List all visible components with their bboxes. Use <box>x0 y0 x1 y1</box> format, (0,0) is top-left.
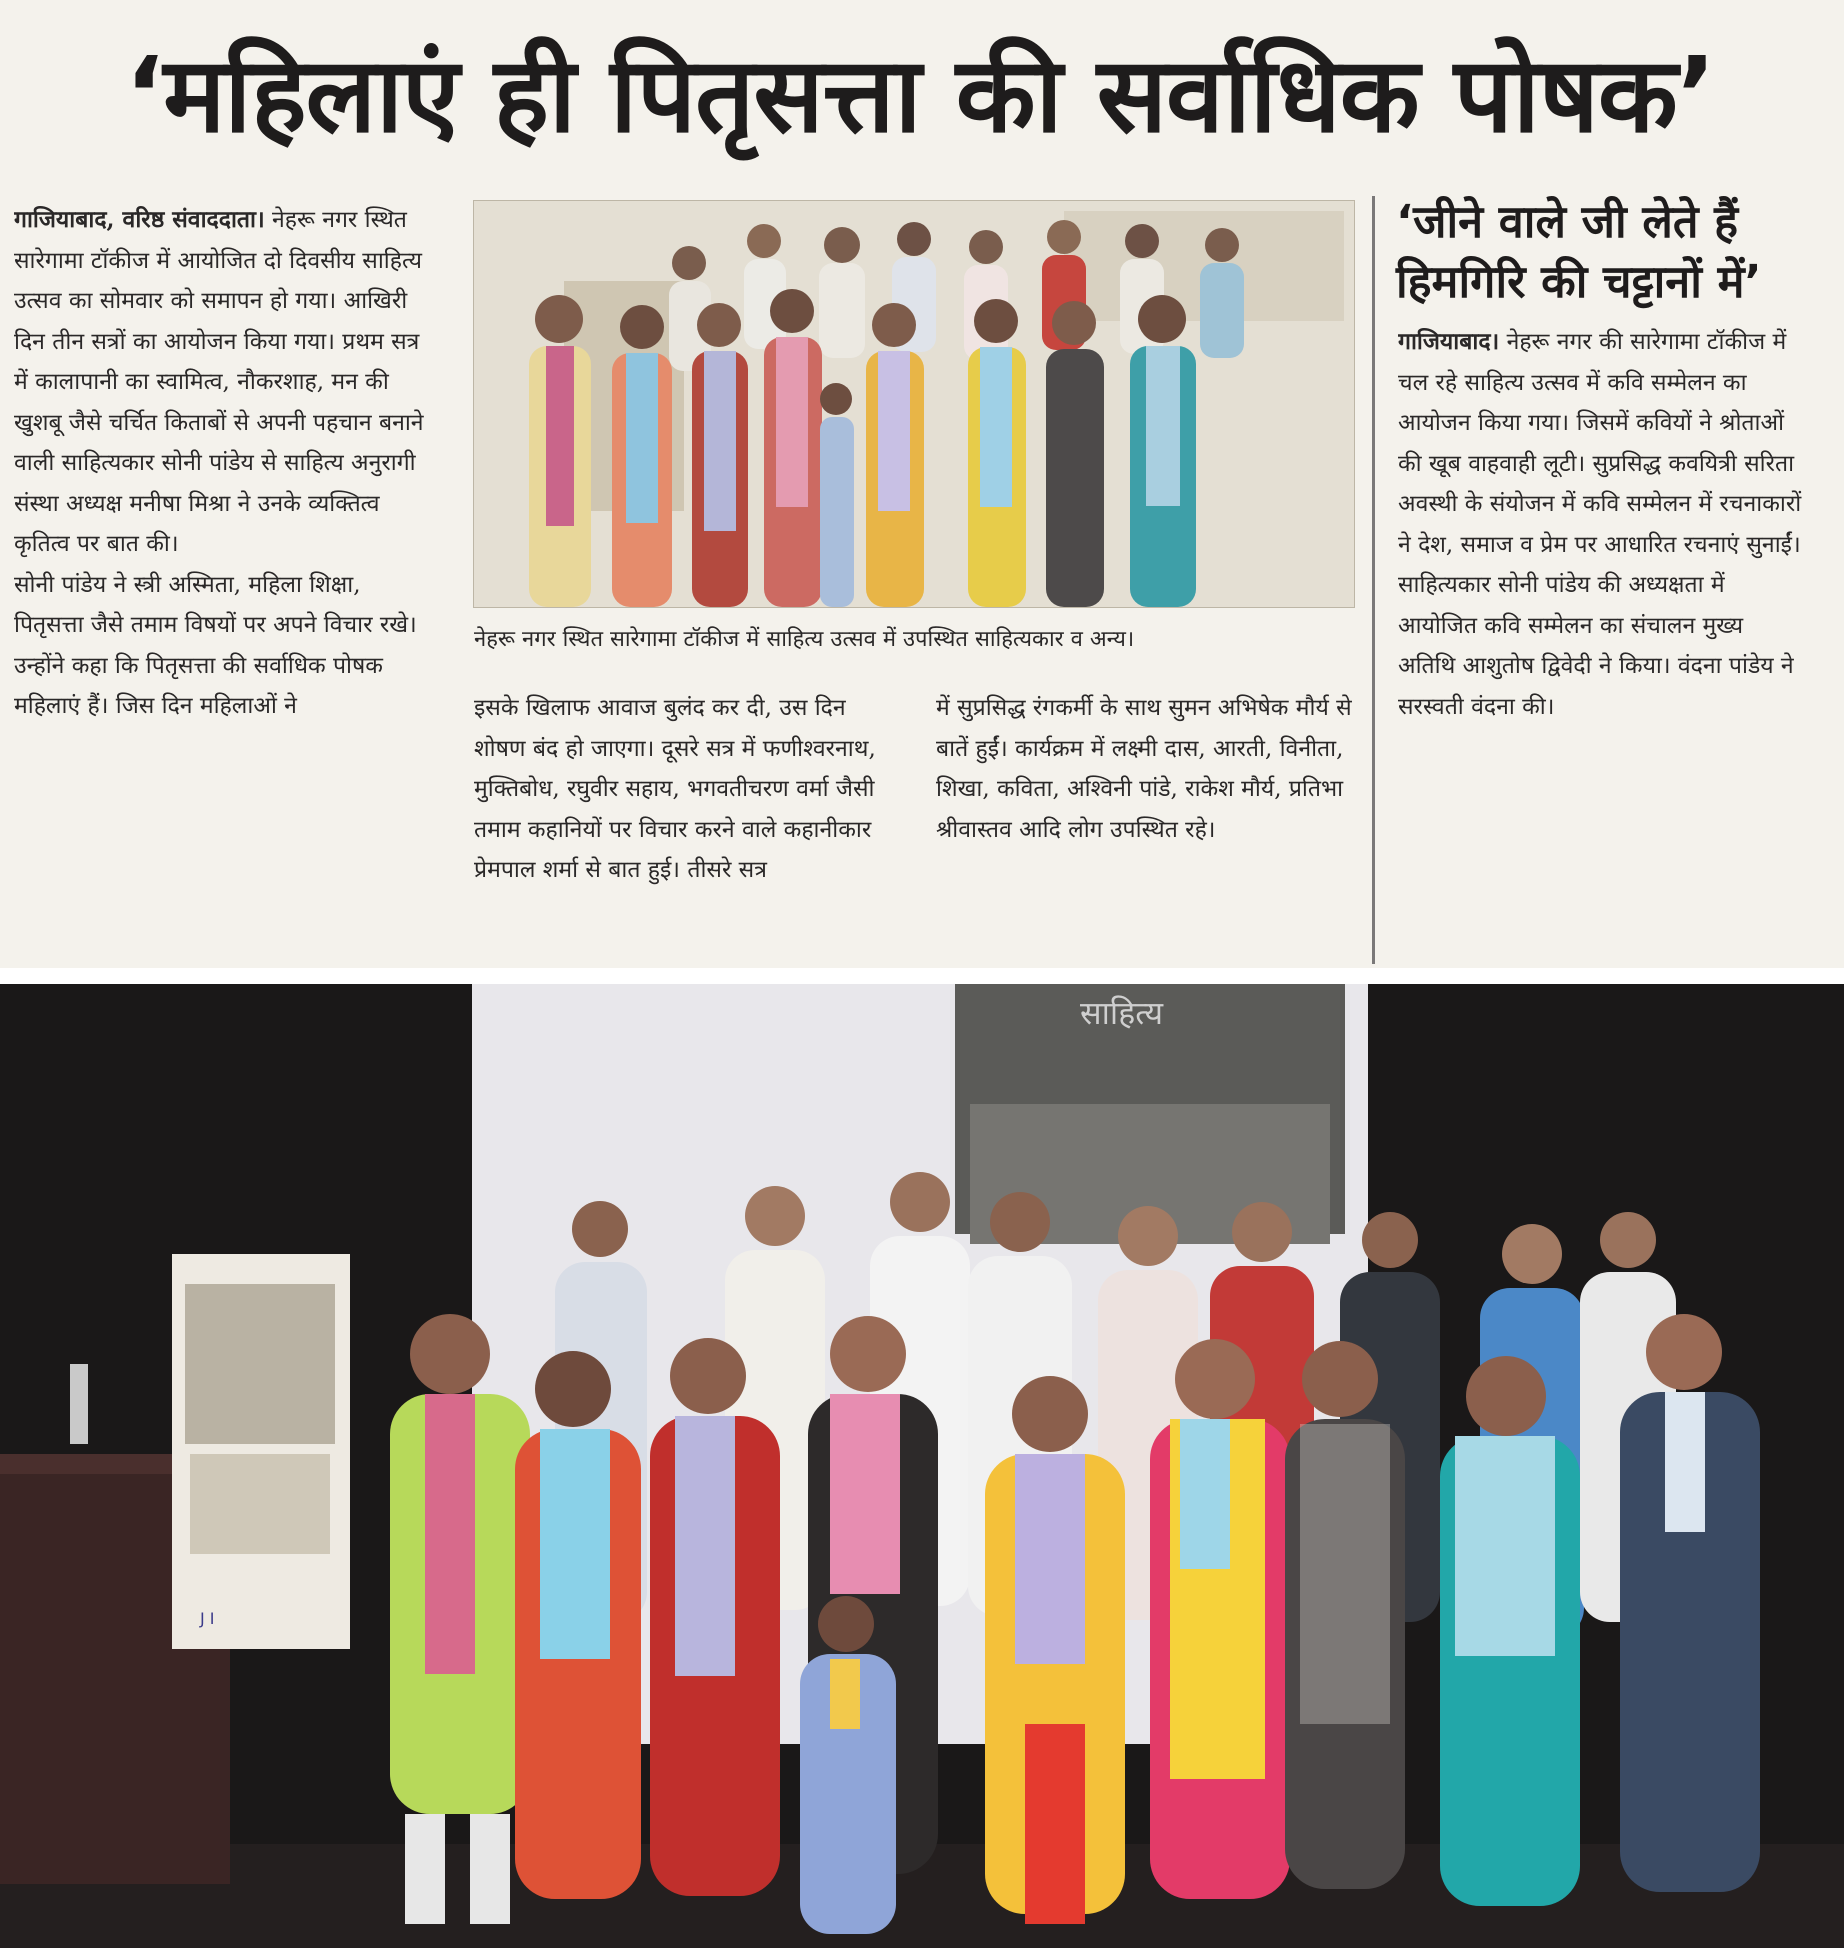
event-group-photo <box>0 984 1844 1948</box>
article-text-left: नेहरू नगर स्थित सारेगामा टॉकीज में आयोजित दो दिवसीय साहित्य उत्सव का सोमवार को समापन हो गया। आखिरी दिन तीन सत्रों का आयोजन किया गया। प्रथम सत्र में कालापानी का स्वामित्व, नौकरशाह, मन की खुशबू जैसे चर्चित किताबों से अपनी पहचान बनाने वाली साहित्यकार सोनी पांडेय से साहित्य अनुरागी संस्था अध्यक्ष मनीषा मिश्रा ने उनके व्यक्तित्व कृतित्व पर बात की। सोनी पांडेय ने स्त्री अस्मिता, महिला शिक्षा, पितृसत्ता जैसे तमाम विषयों पर अपने विचार रखे। उन्होंने कहा कि पितृसत्ता की सर्वाधिक पोषक महिलाएं हैं। जिस दिन महिलाओं ने <box>14 207 424 719</box>
column-divider <box>1372 196 1375 964</box>
news-group-photo <box>473 200 1355 608</box>
side-dateline: गाजियाबाद। <box>1398 328 1500 355</box>
lamp-stand <box>70 1364 88 1444</box>
side-article-headline: ‘जीने वाले जी लेते हैं हिमगिरि की चट्टानों में’ <box>1396 195 1762 308</box>
article-column-middle-2: में सुप्रसिद्ध रंगकर्मी के साथ सुमन अभिषेक मौर्य से बातें हुईं। कार्यक्रम में लक्ष्मी दास, आरती, विनीता, शिखा, कविता, अश्विनी पांडे, राकेश मौर्य, प्रतिभा श्रीवास्तव आदि लोग उपस्थित रहे। <box>936 695 1352 843</box>
event-photo-illustration <box>0 984 1844 1948</box>
newspaper-clipping <box>0 0 1844 968</box>
backdrop-sign: साहित्य <box>1080 994 1164 1032</box>
side-article-body <box>1398 322 1804 962</box>
poster-logos: J I <box>200 1609 215 1628</box>
article-column-left <box>14 200 426 950</box>
news-photo-illustration <box>474 201 1354 607</box>
main-headline: ‘महिलाएं ही पितृसत्ता की सर्वाधिक पोषक’ <box>124 34 1716 156</box>
article-column-middle-1: इसके खिलाफ आवाज बुलंद कर दी, उस दिन शोषण बंद हो जाएगा। दूसरे सत्र में फणीश्वरनाथ, मुक्तिबोध, रघुवीर सहाय, भगवतीचरण वर्मा जैसी तमाम कहानियों पर विचार करने वाले कहानीकार प्रेमपाल शर्मा से बात हुई। तीसरे सत्र <box>474 695 876 883</box>
side-article-text: नेहरू नगर की सारेगामा टॉकीज में चल रहे साहित्य उत्सव में कवि सम्मेलन का आयोजन किया गया। जिसमें कवियों ने श्रोताओं की खूब वाहवाही लूटी। सुप्रसिद्ध कवयित्री सरिता अवस्थी के संयोजन में कवि सम्मेलन में रचनाकारों ने देश, समाज व प्रेम पर आधारित रचनाएं सुनाईं। साहित्यकार सोनी पांडेय की अध्यक्षता में आयोजित कवि सम्मेलन का संचालन मुख्य अतिथि आशुतोष द्विवेदी ने किया। वंदना पांडेय ने सरस्वती वंदना की। <box>1398 329 1802 720</box>
photo-caption: नेहरू नगर स्थित सारेगामा टॉकीज में साहित्य उत्सव में उपस्थित साहित्यकार व अन्य। <box>474 627 1135 652</box>
dateline: गाजियाबाद, वरिष्ठ संवाददाता। <box>14 206 265 233</box>
